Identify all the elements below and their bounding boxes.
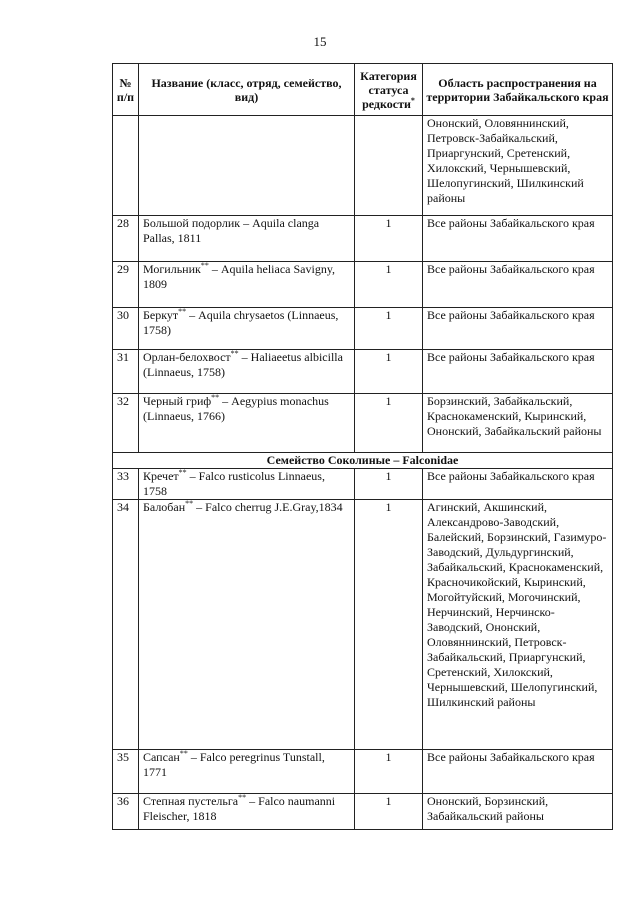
cell-area: Ононский, Борзинский, Забайкальский районы (423, 794, 613, 830)
cell-name (139, 350, 355, 394)
protection-mark: ** (200, 261, 209, 270)
table-body-group2 (113, 469, 613, 830)
table-row (113, 262, 613, 308)
cell-name (139, 794, 355, 830)
cell-area: Все районы Забайкальского края (423, 216, 613, 262)
header-name: Название (класс, отряд, семейство, вид) (139, 64, 355, 116)
header-category-mark: * (410, 95, 415, 105)
table-row (113, 394, 613, 453)
species-table (112, 63, 613, 830)
cell-num: 35 (113, 750, 139, 794)
header-area: Область распространения на территории Забайкальского края (423, 64, 613, 116)
table-body-group1 (113, 116, 613, 453)
table-row (113, 350, 613, 394)
cell-category: 1 (355, 216, 423, 262)
table-row (113, 216, 613, 262)
family-section (113, 453, 613, 469)
cell-category: 1 (355, 262, 423, 308)
cell-name (139, 308, 355, 350)
cell-area: Ононский, Оловяннинский, Петровск-Забайкальский, Приаргунский, Сретенский, Хилокский, Чернышевский, Шелопугинский, Шилкинский районы (423, 116, 613, 216)
cell-area: Все районы Забайкальского края (423, 262, 613, 308)
species-latin-name: – Falco naumanni Fleischer, 1818 (143, 794, 336, 823)
species-common-name: Кречет (143, 469, 179, 483)
cell-name (139, 750, 355, 794)
cell-category: 1 (355, 308, 423, 350)
species-latin-name: – Aquila clanga Pallas, 1811 (143, 216, 320, 245)
family-row (113, 453, 613, 469)
cell-name (139, 116, 355, 216)
cell-num: 31 (113, 350, 139, 394)
species-common-name: Беркут (143, 308, 179, 322)
species-common-name: Орлан-белохвост (143, 350, 231, 364)
species-latin-name: – Falco rusticolus Linnaeus, 1758 (143, 469, 325, 498)
species-latin-name: – Falco peregrinus Tunstall, 1771 (143, 750, 325, 779)
table-row (113, 308, 613, 350)
table-row (113, 794, 613, 830)
cell-area: Борзинский, Забайкальский, Краснокаменский, Кыринский, Ононский, Забайкальский районы (423, 394, 613, 453)
species-latin-name: – Aegypius monachus (Linnaeus, 1766) (143, 394, 329, 423)
cell-category (355, 116, 423, 216)
protection-mark: ** (178, 468, 187, 477)
cell-category: 1 (355, 750, 423, 794)
cell-category: 1 (355, 394, 423, 453)
cell-num: 36 (113, 794, 139, 830)
cell-name (139, 500, 355, 750)
protection-mark: ** (211, 393, 220, 402)
species-common-name: Балобан (143, 500, 186, 514)
cell-num: 32 (113, 394, 139, 453)
species-common-name: Могильник (143, 262, 201, 276)
header-category (355, 64, 423, 116)
cell-num (113, 116, 139, 216)
cell-category: 1 (355, 794, 423, 830)
species-common-name: Черный гриф (143, 394, 212, 408)
table-row (113, 500, 613, 750)
cell-num: 30 (113, 308, 139, 350)
cell-category: 1 (355, 469, 423, 500)
species-common-name: Степная пустельга (143, 794, 239, 808)
species-common-name: Большой подорлик (143, 216, 241, 230)
cell-num: 29 (113, 262, 139, 308)
cell-num: 28 (113, 216, 139, 262)
species-latin-name: – Falco cherrug J.E.Gray,1834 (193, 500, 343, 514)
header-row (113, 64, 613, 116)
page-number: 15 (313, 34, 327, 49)
species-common-name: Сапсан (143, 750, 180, 764)
species-latin-name: – Haliaeetus albicilla (Linnaeus, 1758) (143, 350, 343, 379)
cell-num: 34 (113, 500, 139, 750)
cell-name (139, 469, 355, 500)
cell-category: 1 (355, 350, 423, 394)
species-latin-name: – Aquila chrysaetos (Linnaeus, 1758) (143, 308, 339, 337)
header-category-text: Категория статуса редкости (360, 68, 417, 111)
cell-name (139, 216, 355, 262)
protection-mark: ** (178, 307, 187, 316)
table-row (113, 469, 613, 500)
protection-mark: ** (179, 749, 188, 758)
cell-area: Все районы Забайкальского края (423, 308, 613, 350)
cell-num: 33 (113, 469, 139, 500)
table-row (113, 750, 613, 794)
protection-mark: ** (185, 499, 194, 508)
table-row-continued (113, 116, 613, 216)
species-latin-name: – Aquila heliaca Savigny, 1809 (143, 262, 336, 291)
header-num: № п/п (113, 64, 139, 116)
cell-name (139, 394, 355, 453)
cell-area: Все районы Забайкальского края (423, 750, 613, 794)
cell-area: Все районы Забайкальского края (423, 350, 613, 394)
cell-area: Агинский, Акшинский, Александрово-Заводский, Балейский, Борзинский, Газимуро-Заводский, Дульдургинский, Забайкальский, Краснокаменский, Красночикойский, Кыринский, Могойтуйский, Могочинский, Нерчинский, Нерчинско-Заводский, Ононский, Оловяннинский, Петровск-Забайкальский, Приаргунский, Сретенский, Хилокский, Чернышевский, Шелопугинский, Шилкинский районы (423, 500, 613, 750)
protection-mark: ** (238, 793, 247, 802)
cell-name (139, 262, 355, 308)
protection-mark: ** (230, 349, 239, 358)
cell-area: Все районы Забайкальского края (423, 469, 613, 500)
family-label: Семейство Соколиные – Falconidae (113, 453, 613, 469)
cell-category: 1 (355, 500, 423, 750)
